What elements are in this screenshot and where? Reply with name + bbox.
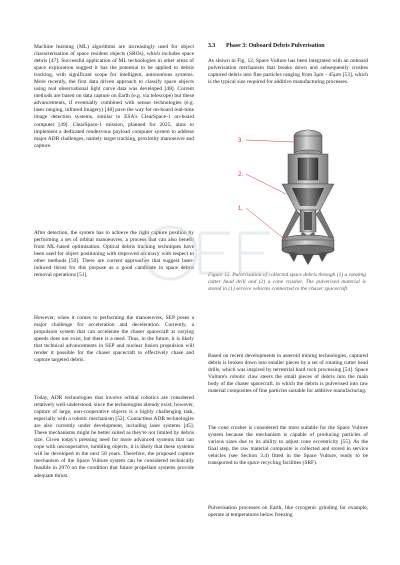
left-paragraph-3: However, when it comes to performing the manoeuvres, SEP poses a major challenge for acceleration and deceleration. Currently, a propulsion system that can accelerate the chaser spacecraft at varying speeds does not exist, but there is a need. Thus, in the future, it is likely that technical advancements in SEP and nuclear fusion propulsion will render it possible for the chaser spacecraft to effectively chase and capture targeted debris. xyxy=(34,315,194,364)
section-number: 3.3 xyxy=(208,43,216,49)
cutter-head-drill xyxy=(282,235,334,265)
figure-label-2: 2. xyxy=(238,172,244,178)
right-paragraph-4: Pulverisation processes on Earth, like cryogenic grinding for example, operate at temperatures below freezing xyxy=(208,505,368,519)
right-paragraph-3: The cone crusher is considered the most suitable for the Space Vulture system because the mechanism is capable of producing particles of various sizes due to its ability to adjust cone eccentricity [55]. As the final step, the raw material composite is collected and stored in service vehicles (see Section 3.4) fitted in the Space Vulture, ready to be transported to the space recycling facilities (SRF). xyxy=(208,425,368,467)
left-paragraph-2: After detection, the system has to achieve the right capture position by performing a set of orbital manoeuvres, a process that can also benefit from ML-based optimisation. Optical debris tracking techniques have been used for object positioning with improved accuracy with respect to other methods [50]. There are current approaches that suggest laser-induced thrust for this purpose as a good candidate in space debris removal operations [51]. xyxy=(34,230,194,279)
figure-label-1: 1. xyxy=(238,206,244,212)
right-paragraph-2: Based on recent developments in asteroid mining technologies, captured debris is broken down into smaller pieces by a set of rotating cutter head drills, which was inspired by terrestrial hard rock processing [54]. Space Vulture's robotic claw steers the small pieces of debris into the main body of the chaser spacecraft, in which the debris is pulverised into raw material composites of fine particles suitable for additive manufacturing. xyxy=(208,353,368,395)
figure-caption: Figure 12. Pulverisation of collected space debris through (1) a rotating cutter head drill and (2) a cone crusher. The pulverised material is stored in (1) service vehicles connected to the chaser spacecraft. xyxy=(208,272,366,293)
cone-crusher xyxy=(282,184,334,210)
section-title: Phase 3: Onboard Debris Pulverisation xyxy=(226,43,325,49)
left-paragraph-1: Machine learning (ML) algorithms are increasingly used for object characterisation of space resident objects (SROs), which includes space debris [47]. Successful application of ML technologies in other areas of space exploration suggest it has the potential to be applied to debris tracking, with significant scope for intelligent, autonomous systems. More recently, the first data driven approach to classify space objects using real observational light curve data was developed [48]. Current methods are based on data capture on Earth (e.g. via telescope) but these advancements, if eventually combined with sensor technologies (e.g. laser ranging, infrared imagery) [48] pave the way for on-board real-time image detection systems, similar to ESA's ClearSpace-1 on-board computer [49]. ClearSpace-1 mission, planned for 2025, aims to implement a dedicated rendezvous payload computer system to address major ADR challenges, namely target tracking, proximity manoeuvre and capture. xyxy=(34,44,194,149)
figure-label-3: 3. xyxy=(238,138,244,144)
pulverisation-figure xyxy=(236,122,366,267)
drive-column xyxy=(300,210,316,232)
left-paragraph-4: Today, ADR technologies that involve orbital robotics are considered relatively well-understood, since the technologies already exist; however, capture of large, non-cooperative objects is a highly challenging task, especially with a robotic mechanism [52]. Contactless ADR technologies are also currently under development, including laser systems [45]. These mechanisms might be better suited as they're not limited by debris size. Given today's pressing need for more advanced systems that can cope with uncooperative, tumbling objects, it is likely that these systems will be developed in the next 50 years. Therefore, the proposed capture mechanism of the Space Vulture system can be considered technically feasible in 2070 on the condition that future propellant systems provide adequate thrust. xyxy=(34,395,194,479)
right-paragraph-1: As shown in Fig. 12, Space Vulture has been integrated with an onboard pulverisation mechanism that breaks down and subsequently crushes captured debris into fine particles ranging from 3μm - 45μm [53], which is the typical size required for additive manufacturing processes. xyxy=(208,58,368,86)
spacecraft-upper-body xyxy=(288,154,328,184)
section-heading xyxy=(208,42,325,50)
